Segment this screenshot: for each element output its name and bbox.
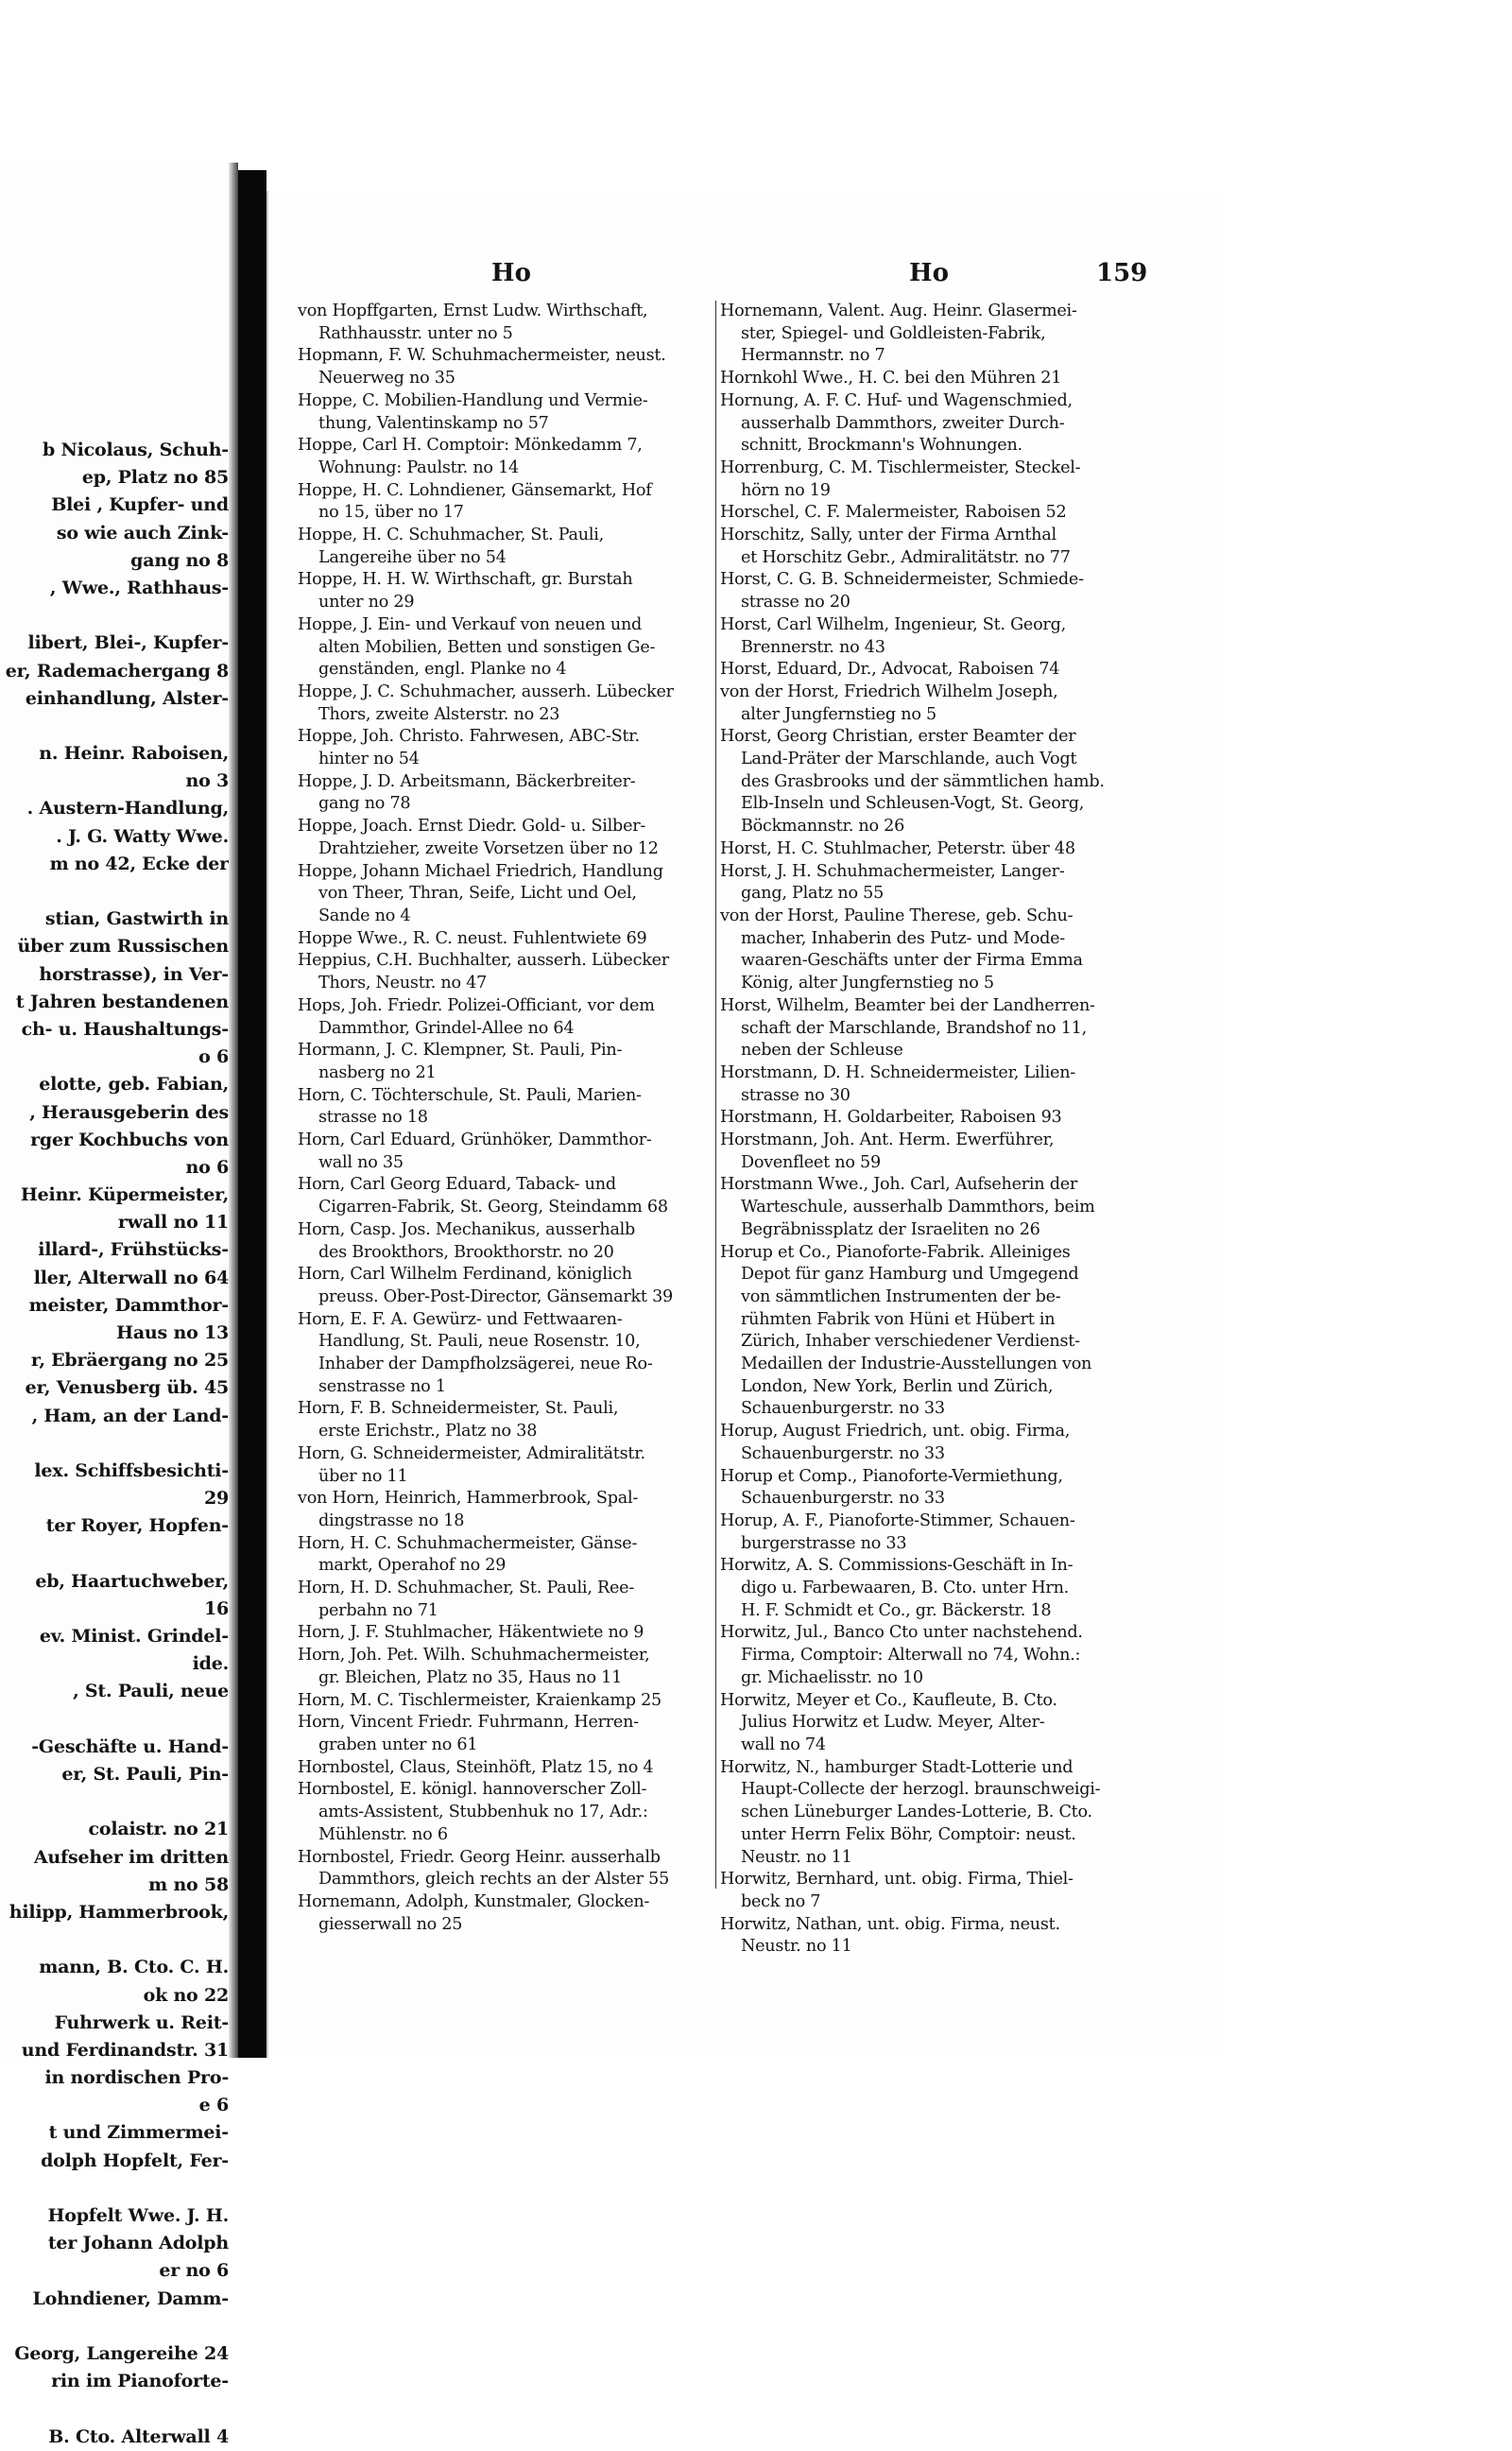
left-page-line: 29 — [203, 1488, 229, 1510]
left-page-line: m no 58 — [148, 1873, 229, 1895]
left-page-line: rger Kochbuchs von — [30, 1129, 229, 1150]
entry-name-line: Hopmann, F. W. Schuhmachermeister, neust. — [298, 346, 666, 366]
running-head-left: Ho — [491, 259, 531, 287]
entry-continuation-line: nasberg no 21 — [318, 1062, 437, 1082]
entry-continuation-line: giesserwall no 25 — [318, 1914, 463, 1934]
entry-continuation-line: Langereihe über no 54 — [318, 547, 507, 567]
directory-entry — [298, 1690, 713, 1713]
entry-continuation-line: Julius Horwitz et Ludw. Meyer, Alter- — [741, 1713, 1045, 1733]
directory-entry — [720, 390, 1138, 457]
left-page-line: hilipp, Hammerbrook, — [9, 1901, 229, 1923]
entry-name-line: Horwitz, A. S. Commissions-Geschäft in In- — [720, 1556, 1074, 1576]
entry-continuation-line: Haupt-Collecte der herzogl. braunschweigi- — [741, 1780, 1101, 1800]
entry-continuation-line: Firma, Comptoir: Alterwall no 74, Wohn.: — [741, 1646, 1081, 1666]
directory-entry — [298, 1779, 713, 1846]
entry-continuation-line: Schauenburgerstr. no 33 — [741, 1399, 945, 1419]
left-page-line: ller, Alterwall no 64 — [33, 1267, 229, 1288]
left-page-line — [0, 2395, 229, 2423]
left-page-line: er, Rademachergang 8 — [5, 660, 229, 682]
left-page-line: . Austern-Handlung, — [26, 798, 229, 820]
entry-name-line: Hornbostel, E. königl. hannoverscher Zoll- — [298, 1780, 647, 1800]
directory-entry — [298, 1085, 713, 1130]
entry-continuation-line: alten Mobilien, Betten und sonstigen Ge- — [318, 637, 656, 657]
entry-continuation-line: von Theer, Thran, Seife, Licht und Oel, — [318, 884, 637, 904]
running-head-right: Ho — [909, 259, 949, 287]
entry-continuation-line: Neustr. no 11 — [741, 1847, 852, 1867]
left-page-line: eb, Haartuchweber, — [35, 1570, 229, 1592]
entry-name-line: Horstmann Wwe., Joh. Carl, Aufseherin der — [720, 1175, 1078, 1195]
entry-continuation-line: rühmten Fabrik von Hüni et Hübert in — [741, 1309, 1056, 1329]
entry-continuation-line: Elb-Inseln und Schleusen-Vogt, St. Georg, — [741, 794, 1085, 814]
entry-name-line: Horst, Carl Wilhelm, Ingenieur, St. Georg, — [720, 614, 1066, 634]
entry-name-line: Hoppe, H. H. W. Wirthschaft, gr. Burstah — [298, 570, 633, 590]
entry-continuation-line: Dammthor, Grindel-Allee no 64 — [318, 1018, 575, 1038]
left-page-line: er no 6 — [159, 2260, 229, 2282]
directory-entry — [720, 301, 1138, 368]
left-page-line — [0, 1926, 229, 1954]
entry-continuation-line: Schauenburgerstr. no 33 — [741, 1489, 945, 1509]
entry-name-line: Horwitz, Jul., Banco Cto unter nachstehend. — [720, 1623, 1083, 1643]
entry-name-line: Hoppe, Joach. Ernst Diedr. Gold- u. Silber- — [298, 817, 646, 837]
directory-entry — [298, 1712, 713, 1756]
left-page-line: so wie auch Zink- — [56, 522, 229, 544]
left-page-line: , St. Pauli, neue — [73, 1681, 229, 1702]
entry-continuation-line: Cigarren-Fabrik, St. Georg, Steindamm 68 — [318, 1198, 668, 1217]
entry-continuation-line: Depot für ganz Hamburg und Umgegend — [741, 1265, 1079, 1285]
entry-name-line: Horstmann, H. Goldarbeiter, Raboisen 93 — [720, 1108, 1062, 1128]
entry-continuation-line: Dammthors, gleich rechts an der Alster 55 — [318, 1870, 670, 1890]
entry-continuation-line: neben der Schleuse — [741, 1041, 903, 1061]
entry-continuation-line: et Horschitz Gebr., Admiralitätstr. no 77 — [741, 547, 1071, 567]
entry-name-line: Horst, C. G. B. Schneidermeister, Schmiede- — [720, 570, 1084, 590]
entry-name-line: Hornung, A. F. C. Huf- und Wagenschmied, — [720, 390, 1073, 410]
entry-continuation-line: Dovenfleet no 59 — [741, 1152, 881, 1172]
entry-name-line: Horn, Carl Wilhelm Ferdinand, königlich — [298, 1265, 632, 1285]
entry-name-line: Horn, H. D. Schuhmacher, St. Pauli, Ree- — [298, 1579, 635, 1598]
entry-name-line: Horup et Comp., Pianoforte-Vermiethung, — [720, 1466, 1063, 1486]
directory-entry — [720, 569, 1138, 613]
entry-continuation-line: strasse no 18 — [318, 1108, 428, 1128]
entry-continuation-line: Zürich, Inhaber verschiedener Verdienst- — [741, 1332, 1080, 1352]
entry-name-line: Hornbostel, Claus, Steinhöft, Platz 15, no 4 — [298, 1757, 654, 1777]
entry-name-line: Hornemann, Adolph, Kunstmaler, Glocken- — [298, 1891, 650, 1911]
directory-entry — [720, 726, 1138, 838]
left-page-line: er, Venusberg üb. 45 — [25, 1377, 229, 1399]
left-page-line: ter Johann Adolph — [47, 2233, 229, 2254]
entry-continuation-line: alter Jungfernstieg no 5 — [741, 704, 936, 724]
entry-continuation-line: markt, Operahof no 29 — [318, 1556, 507, 1576]
left-page-line: -Geschäfte u. Hand- — [31, 1735, 229, 1757]
entry-continuation-line: Hermannstr. no 7 — [741, 346, 885, 366]
entry-continuation-line: wall no 74 — [741, 1735, 826, 1754]
directory-entry — [298, 1398, 713, 1442]
entry-continuation-line: strasse no 20 — [741, 593, 850, 613]
left-page-line: 16 — [203, 1597, 229, 1619]
left-page-line: einhandlung, Alster- — [25, 687, 229, 709]
left-page-line: colaistr. no 21 — [88, 1819, 229, 1840]
entry-name-line: Hoppe, H. C. Lohndiener, Gänsemarkt, Hof — [298, 480, 652, 500]
entry-name-line: Hoppe, Johann Michael Friedrich, Handlung — [298, 861, 663, 881]
page-curve-shadow — [229, 163, 238, 2058]
left-page-line: r, Ebräergang no 25 — [30, 1350, 229, 1372]
directory-entry — [298, 569, 713, 613]
entry-continuation-line: hinter no 54 — [318, 750, 420, 769]
left-page-line: horstrasse), in Ver- — [39, 963, 229, 985]
directory-entry — [298, 928, 713, 951]
left-page-line: ep, Platz no 85 — [81, 467, 229, 489]
entry-continuation-line: perbahn no 71 — [318, 1600, 438, 1620]
entry-continuation-line: unter no 29 — [318, 593, 415, 613]
entry-name-line: Hornemann, Valent. Aug. Heinr. Glasermei- — [720, 302, 1077, 320]
entry-continuation-line: schen Lüneburger Landes-Lotterie, B. Cto. — [741, 1803, 1092, 1822]
entry-name-line: Horup, A. F., Pianoforte-Stimmer, Schauen- — [720, 1510, 1075, 1530]
entry-continuation-line: ster, Spiegel- und Goldleisten-Fabrik, — [741, 323, 1046, 343]
entry-name-line: Hoppe, J. C. Schuhmacher, ausserh. Lübecker — [298, 682, 674, 701]
directory-entry — [720, 682, 1138, 726]
left-page-line: stian, Gastwirth in — [44, 908, 229, 930]
directory-entry — [720, 1757, 1138, 1870]
entry-name-line: Hoppe, J. D. Arbeitsmann, Bäckerbreiter- — [298, 771, 636, 791]
directory-entry — [298, 995, 713, 1040]
entry-name-line: Horup et Co., Pianoforte-Fabrik. Alleiniges — [720, 1242, 1071, 1262]
left-page-line: t und Zimmermei- — [48, 2122, 229, 2144]
directory-entry — [720, 502, 1138, 525]
directory-entry — [298, 1645, 713, 1689]
directory-entry — [720, 838, 1138, 861]
entry-name-line: Horst, H. C. Stuhlmacher, Peterstr. über 48 — [720, 838, 1075, 858]
left-page-line: illard-, Frühstücks- — [38, 1239, 229, 1261]
left-page-line: . J. G. Watty Wwe. — [56, 825, 229, 847]
directory-entry — [298, 1219, 713, 1264]
entry-name-line: Hoppe Wwe., R. C. neust. Fuhlentwiete 69 — [298, 928, 647, 948]
entry-continuation-line: macher, Inhaberin des Putz- und Mode- — [741, 928, 1066, 948]
entry-continuation-line: digo u. Farbewaaren, B. Cto. unter Hrn. — [741, 1579, 1070, 1598]
left-page-line: ok no 22 — [143, 1984, 229, 2006]
entry-name-line: Hoppe, H. C. Schuhmacher, St. Pauli, — [298, 526, 604, 545]
entry-name-line: Horwitz, Nathan, unt. obig. Firma, neust. — [720, 1914, 1060, 1934]
entry-continuation-line: strasse no 30 — [741, 1085, 850, 1105]
entry-continuation-line: beck no 7 — [741, 1891, 821, 1911]
entry-continuation-line: erste Erichstr., Platz no 38 — [318, 1422, 538, 1441]
entry-continuation-line: Sande no 4 — [318, 906, 411, 925]
directory-entry — [720, 1622, 1138, 1689]
entry-continuation-line: waaren-Geschäfts unter der Firma Emma — [741, 951, 1083, 971]
directory-entry — [298, 525, 713, 569]
entry-continuation-line: Thors, zweite Alsterstr. no 23 — [318, 704, 560, 724]
entry-continuation-line: graben unter no 61 — [318, 1735, 478, 1754]
entry-name-line: Hormann, J. C. Klempner, St. Pauli, Pin- — [298, 1041, 623, 1061]
entry-name-line: Horstmann, Joh. Ant. Herm. Ewerführer, — [720, 1131, 1055, 1150]
entry-continuation-line: senstrasse no 1 — [318, 1376, 446, 1396]
entry-continuation-line: no 15, über no 17 — [318, 503, 464, 523]
directory-entry — [298, 1309, 713, 1399]
left-page-line: libert, Blei-, Kupfer- — [27, 632, 229, 654]
entry-continuation-line: Land-Präter der Marschlande, auch Vogt — [741, 750, 1077, 769]
book-gutter — [238, 170, 266, 2058]
directory-entry — [720, 1869, 1138, 1913]
directory-entry — [298, 771, 713, 816]
entry-name-line: Horst, J. H. Schuhmachermeister, Langer- — [720, 861, 1065, 881]
left-page-line: Haus no 13 — [116, 1322, 229, 1343]
directory-entry — [720, 1555, 1138, 1622]
left-page-line — [0, 1541, 229, 1568]
left-page-line: o 6 — [198, 1046, 229, 1068]
left-page-line: B. Cto. Alterwall 4 — [48, 2425, 229, 2447]
entry-name-line: Hops, Joh. Friedr. Polizei-Officiant, vor dem — [298, 995, 655, 1015]
directory-entry — [720, 1174, 1138, 1241]
entry-name-line: Horschel, C. F. Malermeister, Raboisen 52 — [720, 503, 1067, 523]
entry-name-line: Horstmann, D. H. Schneidermeister, Lilien- — [720, 1062, 1075, 1082]
entry-name-line: Horn, F. B. Schneidermeister, St. Pauli, — [298, 1399, 619, 1419]
entry-continuation-line: Inhaber der Dampfholzsägerei, neue Ro- — [318, 1355, 653, 1374]
directory-entry — [298, 1757, 713, 1780]
directory-entry — [720, 1062, 1138, 1107]
directory-entry — [298, 682, 713, 726]
directory-entry — [298, 726, 713, 770]
entry-name-line: Horwitz, N., hamburger Stadt-Lotterie und — [720, 1757, 1074, 1777]
directory-entry — [720, 1914, 1138, 1959]
left-page-line: , Herausgeberin des — [29, 1101, 229, 1123]
entry-continuation-line: Drahtzieher, zweite Vorsetzen über no 12 — [318, 838, 659, 858]
entry-name-line: Hoppe, C. Mobilien-Handlung und Vermie- — [298, 390, 648, 410]
entry-continuation-line: Wohnung: Paulstr. no 14 — [318, 457, 519, 477]
entry-name-line: Heppius, C.H. Buchhalter, ausserh. Lübecker — [298, 951, 669, 971]
directory-entry — [298, 1264, 713, 1308]
entry-name-line: Horwitz, Meyer et Co., Kaufleute, B. Cto. — [720, 1690, 1057, 1710]
entry-name-line: Horn, H. C. Schuhmachermeister, Gänse- — [298, 1533, 638, 1553]
entry-continuation-line: burgerstrasse no 33 — [741, 1533, 907, 1553]
entry-continuation-line: wall no 35 — [318, 1152, 404, 1172]
entry-name-line: Horn, Joh. Pet. Wilh. Schuhmachermeister, — [298, 1646, 650, 1666]
directory-column-2 — [720, 301, 1138, 1959]
left-page-fragment — [0, 163, 238, 2447]
directory-entry — [298, 1174, 713, 1218]
left-page-text — [0, 437, 229, 2451]
left-page-line: Blei , Kupfer- und — [51, 494, 229, 516]
entry-name-line: Hoppe, J. Ein- und Verkauf von neuen und — [298, 614, 643, 634]
directory-entry — [720, 1421, 1138, 1465]
left-page-line — [0, 713, 229, 740]
entry-name-line: Horup, August Friedrich, unt. obig. Firma, — [720, 1422, 1071, 1441]
directory-entry — [298, 1040, 713, 1084]
directory-entry — [720, 861, 1138, 906]
entry-name-line: Hornbostel, Friedr. Georg Heinr. ausserhalb — [298, 1847, 661, 1867]
directory-entry — [720, 1242, 1138, 1422]
entry-name-line: Horst, Wilhelm, Beamter bei der Landherren- — [720, 995, 1095, 1015]
left-page-line: rwall no 11 — [117, 1212, 229, 1234]
directory-entry — [720, 525, 1138, 569]
directory-entry — [720, 906, 1138, 995]
left-page-line: er, St. Pauli, Pin- — [61, 1764, 229, 1785]
entry-continuation-line: unter Herrn Felix Böhr, Comptoir: neust. — [741, 1824, 1076, 1844]
entry-continuation-line: Neustr. no 11 — [741, 1937, 852, 1957]
left-page-line: ch- u. Haushaltungs- — [21, 1018, 229, 1040]
entry-name-line: von der Horst, Friedrich Wilhelm Joseph, — [720, 682, 1058, 701]
entry-continuation-line: dingstrasse no 18 — [318, 1510, 465, 1530]
entry-name-line: Hoppe, Joh. Christo. Fahrwesen, ABC-Str. — [298, 727, 640, 747]
entry-name-line: von Horn, Heinrich, Hammerbrook, Spal- — [298, 1489, 639, 1509]
entry-continuation-line: König, alter Jungfernstieg no 5 — [741, 974, 994, 993]
left-page-line: mann, B. Cto. C. H. — [39, 1957, 229, 1978]
left-page-line — [0, 2175, 229, 2202]
directory-entry — [720, 457, 1138, 502]
entry-continuation-line: des Brookthors, Brookthorstr. no 20 — [318, 1242, 614, 1262]
left-page-line: lex. Schiffsbesichti- — [34, 1459, 229, 1481]
entry-name-line: Horn, C. Töchterschule, St. Pauli, Marien- — [298, 1085, 642, 1105]
entry-continuation-line: Thors, Neustr. no 47 — [318, 974, 488, 993]
entry-name-line: Horst, Georg Christian, erster Beamter der — [720, 727, 1076, 747]
left-page-line: über zum Russischen — [17, 936, 229, 958]
entry-name-line: Horn, Casp. Jos. Mechanikus, ausserhalb — [298, 1219, 636, 1239]
entry-continuation-line: H. F. Schmidt et Co., gr. Bäckerstr. 18 — [741, 1600, 1052, 1620]
left-page-line: Lohndiener, Damm- — [32, 2287, 229, 2309]
entry-continuation-line: Mühlenstr. no 6 — [318, 1824, 448, 1844]
left-page-line: m no 42, Ecke der — [49, 853, 229, 874]
entry-name-line: von der Horst, Pauline Therese, geb. Schu- — [720, 906, 1074, 925]
entry-continuation-line: Böckmannstr. no 26 — [741, 817, 905, 837]
entry-continuation-line: hörn no 19 — [741, 480, 831, 500]
entry-continuation-line: Handlung, St. Pauli, neue Rosenstr. 10, — [318, 1332, 641, 1352]
directory-entry — [720, 1690, 1138, 1757]
directory-entry — [298, 1488, 713, 1532]
left-page-line: in nordischen Pro- — [44, 2067, 229, 2089]
directory-entry — [298, 950, 713, 994]
entry-continuation-line: über no 11 — [318, 1466, 408, 1486]
entry-name-line: Horst, Eduard, Dr., Advocat, Raboisen 74 — [720, 660, 1060, 680]
directory-entry — [298, 1130, 713, 1174]
entry-continuation-line: gr. Bleichen, Platz no 35, Haus no 11 — [318, 1667, 623, 1687]
entry-continuation-line: thung, Valentinskamp no 57 — [318, 413, 549, 433]
directory-entry — [298, 614, 713, 682]
entry-continuation-line: Warteschule, ausserhalb Dammthors, beim — [741, 1198, 1095, 1217]
entry-name-line: Horn, G. Schneidermeister, Admiralitätstr. — [298, 1443, 645, 1463]
entry-continuation-line: gr. Michaelisstr. no 10 — [741, 1667, 923, 1687]
left-page-line: ev. Minist. Grindel- — [39, 1626, 229, 1648]
entry-name-line: Horn, J. F. Stuhlmacher, Häkentwiete no 9 — [298, 1623, 644, 1643]
left-page-line: b Nicolaus, Schuh- — [42, 440, 229, 460]
directory-entry — [298, 861, 713, 928]
entry-continuation-line: gang no 78 — [318, 794, 411, 814]
left-page-line: Hopfelt Wwe. J. H. — [47, 2205, 229, 2226]
entry-continuation-line: Schauenburgerstr. no 33 — [741, 1443, 945, 1463]
left-page-line: , Ham, an der Land- — [31, 1405, 229, 1426]
entry-continuation-line: Rathhausstr. unter no 5 — [318, 323, 513, 343]
directory-entry — [298, 480, 713, 525]
directory-entry — [720, 1107, 1138, 1130]
left-page-line: und Ferdinandstr. 31 — [21, 2039, 229, 2061]
entry-continuation-line: schnitt, Brockmann's Wohnungen. — [741, 436, 1022, 456]
page-number: 159 — [1096, 259, 1148, 287]
directory-entry — [298, 390, 713, 435]
entry-continuation-line: genständen, engl. Planke no 4 — [318, 660, 567, 680]
entry-continuation-line: schaft der Marschlande, Brandshof no 11, — [741, 1018, 1087, 1038]
entry-continuation-line: von sämmtlichen Instrumenten der be- — [741, 1286, 1061, 1306]
entry-name-line: Horschitz, Sally, unter der Firma Arnthal — [720, 526, 1057, 545]
entry-continuation-line: London, New York, Berlin und Zürich, — [741, 1376, 1054, 1396]
directory-entry — [298, 301, 713, 345]
entry-name-line: Horn, Carl Eduard, Grünhöker, Dammthor- — [298, 1131, 652, 1150]
directory-entry — [298, 1847, 713, 1891]
entry-continuation-line: ausserhalb Dammthors, zweiter Durch- — [741, 413, 1065, 433]
column-divider — [715, 301, 716, 1889]
directory-entry — [720, 1130, 1138, 1174]
left-page-line: no 3 — [185, 770, 229, 792]
entry-continuation-line: des Grasbrooks und der sämmtlichen hamb. — [741, 771, 1105, 791]
left-page-line: ide. — [192, 1653, 229, 1675]
directory-entry — [720, 614, 1138, 659]
left-page-line — [0, 2313, 229, 2340]
entry-name-line: Horn, Carl Georg Eduard, Taback- und — [298, 1175, 616, 1195]
left-page-line — [0, 1706, 229, 1734]
left-page-line: dolph Hopfelt, Fer- — [41, 2149, 229, 2171]
left-page-line — [0, 878, 229, 906]
directory-column-1 — [298, 301, 713, 1936]
left-page-line: elotte, geb. Fabian, — [39, 1074, 229, 1096]
left-page-line: n. Heinr. Raboisen, — [39, 743, 229, 765]
entry-name-line: Horwitz, Bernhard, unt. obig. Firma, Thiel- — [720, 1870, 1074, 1890]
directory-entry — [298, 435, 713, 479]
left-page-line: no 6 — [185, 1156, 229, 1178]
entry-continuation-line: Begräbnissplatz der Israeliten no 26 — [741, 1219, 1040, 1239]
left-page-line — [0, 602, 229, 630]
entry-name-line: Hornkohl Wwe., H. C. bei den Mühren 21 — [720, 369, 1062, 388]
left-page-line: Fuhrwerk u. Reit- — [54, 2011, 229, 2033]
directory-entry — [720, 368, 1138, 390]
directory-entry — [720, 659, 1138, 682]
left-page-line: Aufseher im dritten — [33, 1846, 229, 1868]
directory-entry — [298, 1443, 713, 1488]
entry-continuation-line: Medaillen der Industrie-Ausstellungen von — [741, 1355, 1092, 1374]
left-page-line: ter Royer, Hopfen- — [45, 1515, 229, 1537]
left-page-line: Heinr. Küpermeister, — [20, 1184, 229, 1206]
entry-name-line: Horn, E. F. A. Gewürz- und Fettwaaren- — [298, 1309, 623, 1329]
directory-entry — [298, 816, 713, 860]
directory-entry — [298, 1891, 713, 1936]
entry-name-line: von Hopffgarten, Ernst Ludw. Wirthschaft, — [298, 302, 648, 320]
entry-name-line: Horn, M. C. Tischlermeister, Kraienkamp 25 — [298, 1690, 662, 1710]
left-page-line: t Jahren bestandenen — [15, 991, 229, 1012]
entry-name-line: Hoppe, Carl H. Comptoir: Mönkedamm 7, — [298, 436, 643, 456]
entry-name-line: Horrenburg, C. M. Tischlermeister, Steckel- — [720, 457, 1081, 477]
entry-continuation-line: gang, Platz no 55 — [741, 884, 885, 904]
directory-entry — [720, 995, 1138, 1062]
directory-entry — [298, 1533, 713, 1578]
entry-continuation-line: preuss. Ober-Post-Director, Gänsemarkt 39 — [318, 1286, 673, 1306]
directory-entry — [720, 1466, 1138, 1510]
entry-continuation-line: Neuerweg no 35 — [318, 369, 455, 388]
entry-name-line: Horn, Vincent Friedr. Fuhrmann, Herren- — [298, 1713, 639, 1733]
directory-entry — [298, 1578, 713, 1622]
left-page-line: rin im Pianoforte- — [51, 2371, 229, 2392]
entry-continuation-line: amts-Assistent, Stubbenhuk no 17, Adr.: — [318, 1803, 648, 1822]
left-page-line — [0, 1430, 229, 1458]
left-page-line: e 6 — [198, 2095, 229, 2116]
left-page-line: gang no 8 — [130, 549, 229, 571]
directory-entry — [298, 345, 713, 389]
left-page-line: meister, Dammthor- — [28, 1294, 229, 1316]
left-page-line — [0, 1788, 229, 1816]
directory-entry — [720, 1510, 1138, 1555]
left-page-line: Georg, Langereihe 24 — [14, 2342, 229, 2364]
entry-continuation-line: Brennerstr. no 43 — [741, 637, 885, 657]
left-page-line: , Wwe., Rathhaus- — [49, 577, 229, 598]
directory-entry — [298, 1622, 713, 1645]
